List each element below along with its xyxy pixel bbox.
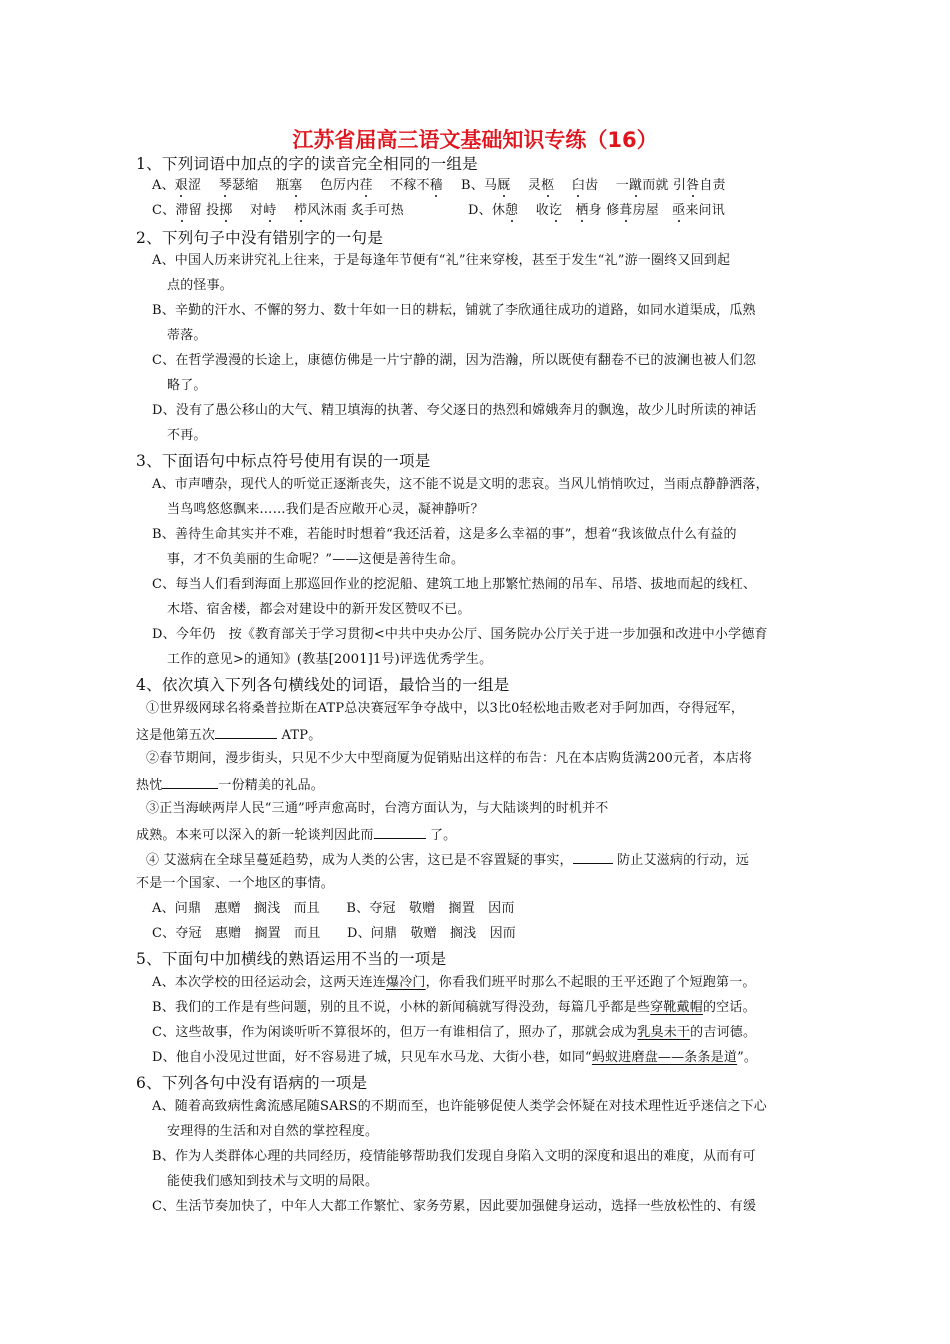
- question-2-option-b: B、辛勤的汗水、不懈的努力、数十年如一日的耕耘，铺就了李欣通往成功的道路，如同水道渠成，瓜熟: [152, 303, 756, 318]
- question-6-option-b-cont: 能使我们感知到技术与文明的局限。: [167, 1174, 379, 1189]
- question-4-sentence-4: ④ 艾滋病在全球呈蔓延趋势，成为人类的公害，这已是不容置疑的事实， 防止艾滋病的行动，远: [146, 849, 749, 871]
- question-3-option-c-cont: 木塔、宿舍楼，都会对建设中的新开发区赞叹不已。: [167, 602, 471, 617]
- question-5-option-a: A、本次学校的田径运动会，这两天连连爆冷门，你看我们班平时那么不起眼的王平还跑了个短跑第一。: [152, 975, 756, 990]
- question-6-option-c: C、生活节奏加快了，中年人大都工作繁忙、家务劳累，因此要加强健身运动，选择一些放松性的、有缓: [152, 1199, 757, 1214]
- question-6-option-a-cont: 安理得的生活和对自然的掌控程度。: [167, 1124, 379, 1139]
- fill-blank-2: [162, 774, 218, 789]
- question-2-stem: 2、下列句子中没有错别字的一句是: [136, 229, 384, 247]
- question-1-option-c: C、滞留 投掷 对峙 栉风沐雨 炙手可热: [152, 203, 404, 218]
- question-2-option-d: D、没有了愚公移山的大气、精卫填海的执著、夸父逐日的热烈和嫦娥奔月的飘逸，故少儿时所读的神话: [152, 403, 757, 418]
- question-4-options-ab: A、问鼎 惠赠 搁浅 而且 B、夺冠 敬赠 搁置 因而: [152, 901, 515, 916]
- question-4-sentence-3: ③正当海峡两岸人民“三通”呼声愈高时，台湾方面认为，与大陆谈判的时机并不: [146, 801, 609, 816]
- question-2-option-d-cont: 不再。: [167, 428, 207, 443]
- fill-blank-3: [374, 824, 426, 839]
- question-3-option-d: D、今年仍 按《教育部关于学习贯彻<中共中央办公厅、国务院办公厅关于进一步加强和改进中小学德育: [152, 627, 768, 642]
- question-3-option-a-cont: 当鸟鸣悠悠飘来……我们是否应敞开心灵，凝神静听？: [167, 502, 484, 517]
- question-4-sentence-2: ②春节期间，漫步街头，只见不少大中型商厦为促销贴出这样的布告：凡在本店购货满200元者，本店将: [146, 751, 753, 766]
- question-2-option-b-cont: 蒂落。: [167, 328, 207, 343]
- question-4-sentence-4-cont: 不是一个国家、一个地区的事情。: [136, 876, 335, 891]
- fill-blank-4: [573, 849, 613, 864]
- question-6-option-a: A、随着高致病性禽流感尾随SARS的不期而至，也许能够促使人类学会怀疑在对技术理性近乎迷信之下心: [152, 1099, 767, 1114]
- question-2-option-a-cont: 点的怪事。: [167, 278, 234, 293]
- question-1-option-b: B、马厩 灵柩 臼齿 一蹴而就 引咎自责: [461, 178, 726, 193]
- question-1-option-d: D、休憩 收讫 栖身 修葺房屋 亟来问讯: [468, 203, 725, 218]
- question-3-option-d-cont: 工作的意见>的通知》(教基[2001]1号)评选优秀学生。: [167, 652, 493, 667]
- question-5-option-b: B、我们的工作是有些问题，别的且不说，小林的新闻稿就写得没劲，每篇几乎都是些穿靴戴帽的空话。: [152, 1000, 756, 1015]
- question-4-sentence-1-cont: 这是他第五次 ATP。: [136, 724, 321, 746]
- question-1-option-a: A、艰涩 琴瑟缩 瓶塞 色厉内荏 不稼不穑: [152, 178, 444, 193]
- question-5-option-d: D、他自小没见过世面，好不容易进了城，只见车水马龙、大街小巷，如同“蚂蚁进磨盘——条条是道”。: [152, 1050, 758, 1065]
- page-title: 江苏省届高三语文基础知识专练（16）: [292, 128, 658, 152]
- question-3-stem: 3、下面语句中标点符号使用有误的一项是: [136, 452, 431, 470]
- fill-blank-1: [215, 724, 277, 739]
- question-2-option-c-cont: 略了。: [167, 378, 207, 393]
- question-3-option-a: A、市声嘈杂，现代人的听觉正逐渐丧失，这不能不说是文明的悲哀。当风儿悄悄吹过，当雨点静静洒落，: [152, 477, 769, 492]
- question-3-option-b: B、善待生命其实并不难，若能时时想着“我还活着，这是多么幸福的事”，想着“我该做点什么有益的: [152, 527, 737, 542]
- question-3-option-c: C、每当人们看到海面上那巡回作业的挖泥船、建筑工地上那繁忙热闹的吊车、吊塔、拔地而起的线杠、: [152, 577, 757, 592]
- question-5-stem: 5、下面句中加横线的熟语运用不当的一项是: [136, 950, 447, 968]
- question-4-options-cd: C、夺冠 惠赠 搁置 而且 D、问鼎 敬赠 搁浅 因而: [152, 926, 516, 941]
- question-2-option-c: C、在哲学漫漫的长途上，康德仿佛是一片宁静的湖，因为浩瀚，所以既使有翻卷不已的波澜也被人们忽: [152, 353, 757, 368]
- question-5-option-c: C、这些故事，作为闲谈听听不算很坏的，但万一有谁相信了，照办了，那就会成为乳臭未干的吉诃德。: [152, 1025, 757, 1040]
- question-3-option-b-cont: 事，才不负美丽的生命呢？”——这便是善待生命。: [167, 552, 465, 567]
- question-6-stem: 6、下列各句中没有语病的一项是: [136, 1074, 368, 1092]
- question-4-stem: 4、依次填入下列各句横线处的词语，最恰当的一组是: [136, 676, 510, 694]
- question-4-sentence-3-cont: 成熟。本来可以深入的新一轮谈判因此而 了。: [136, 824, 456, 846]
- question-2-option-a: A、中国人历来讲究礼上往来，于是每逢年节便有“礼”往来穿梭，甚至于发生“礼”游一圈终又回到起: [152, 253, 731, 268]
- question-1-stem: 1、下列词语中加点的字的读音完全相同的一组是: [136, 155, 478, 173]
- question-4-sentence-2-cont: 热忱 一份精美的礼品。: [136, 774, 324, 796]
- question-6-option-b: B、作为人类群体心理的共同经历，疫情能够帮助我们发现自身陷入文明的深度和退出的难度，从而有可: [152, 1149, 756, 1164]
- question-4-sentence-1: ①世界级网球名将桑普拉斯在ATP总决赛冠军争夺战中，以3比0轻松地击败老对手阿加西，夺得冠军，: [146, 701, 745, 716]
